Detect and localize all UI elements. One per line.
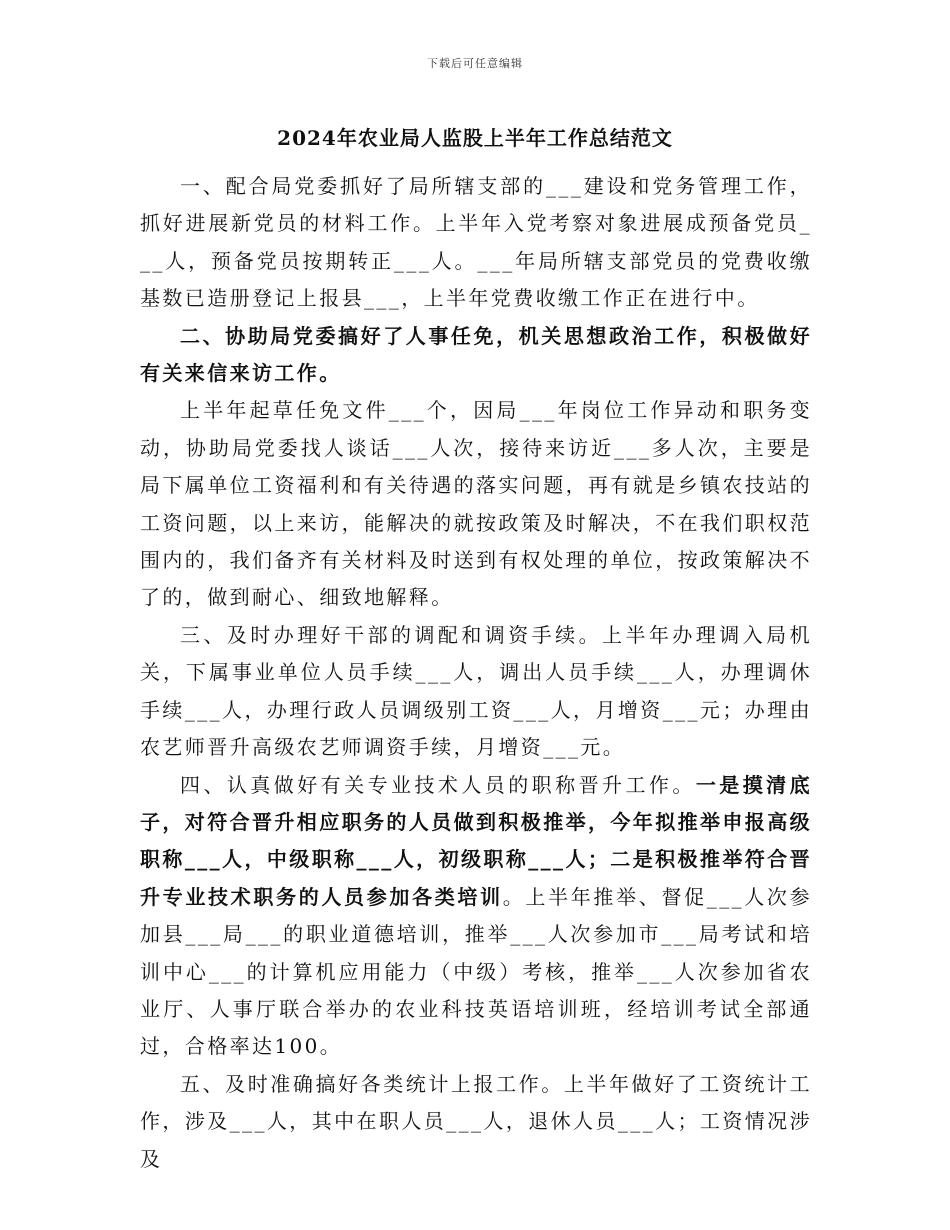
- document-title: 2024年农业局人监股上半年工作总结范文: [277, 126, 673, 150]
- document-body: [140, 168, 812, 1178]
- paragraph-1: 一、配合局党委抓好了局所辖支部的___建设和党务管理工作，抓好进展新党员的材料工作。上半年入党考察对象进展成预备党员___人，预备党员按期转正___人。___年局所辖支部党员的党费收缴基数已造册登记上报县___，上半年党费收缴工作正在进行中。: [140, 174, 812, 311]
- paragraph-4: 三、及时办理好干部的调配和调资手续。上半年办理调入局机关，下属事业单位人员手续___人，调出人员手续___人，办理调休手续___人，办理行政人员调级别工资___人，月增资___元；办理由农艺师晋升高级农艺师调资手续，月增资___元。: [140, 622, 812, 760]
- paragraph-2-heading: 二、协助局党委搞好了人事任免，机关思想政治工作，积极做好有关来信来访工作。: [140, 323, 812, 386]
- paragraph-5: [140, 767, 812, 1066]
- header-note: 下载后可任意编辑: [427, 57, 523, 70]
- paragraph-6: 五、及时准确搞好各类统计上报工作。上半年做好了工资统计工作，涉及___人，其中在职人员___人，退休人员___人；工资情况涉及: [140, 1071, 812, 1171]
- paragraph-5-bold: 一是摸清底子，对符合晋升相应职务的人员做到积极推举，今年拟推举申报高级职称___人，中级职称___人，初级职称___人；二是积极推举符合晋升专业技术职务的人员参加各类培训: [140, 772, 812, 909]
- paragraph-3: 上半年起草任免文件___个，因局___年岗位工作异动和职务变动，协助局党委找人谈话___人次，接待来访近___多人次，主要是局下属单位工资福利和有关待遇的落实问题，再有就是乡镇农技站的工资问题，以上来访，能解决的就按政策及时解决，不在我们职权范围内的，我们备齐有关材料及时送到有权处理的单位，按政策解决不了的，做到耐心、细致地解释。: [140, 398, 812, 610]
- paragraph-5-tail: 。上半年推举、督促___人次参加县___局___的职业道德培训，推举___人次参加市___局考试和培训中心___的计算机应用能力（中级）考核，推举___人次参加省农业厅、人事厅联合举办的农业科技英语培训班，经培训考试全部通过，合格率达100。: [140, 884, 813, 1059]
- paragraph-5-lead: 四、认真做好有关专业技术人员的职称晋升工作。: [180, 772, 696, 797]
